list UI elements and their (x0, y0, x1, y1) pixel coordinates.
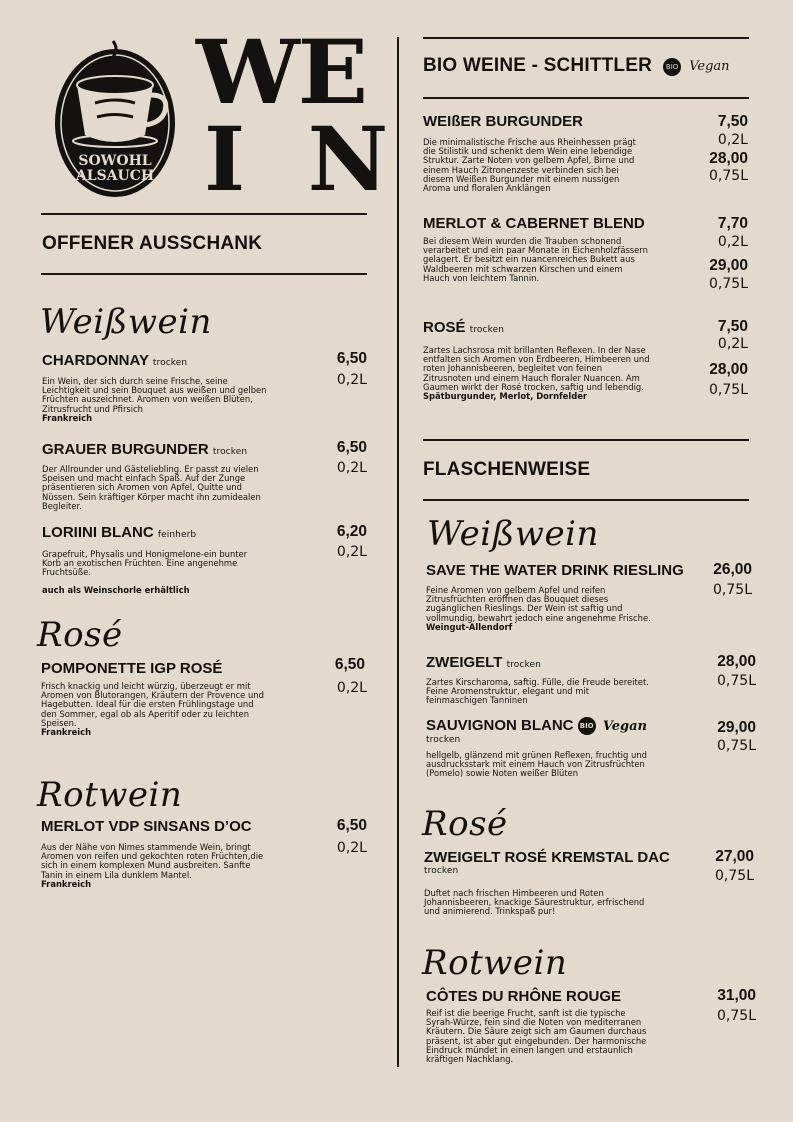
wine-item (426, 717, 706, 779)
wine-name: LORIINI BLANC (42, 524, 154, 541)
logo-text: SOWOHL (78, 153, 152, 169)
wine-style: trocken (426, 735, 461, 746)
wine-origin: Frankreich (42, 412, 93, 423)
wine-volume-bottle: 0,75L (709, 276, 748, 292)
wine-volume: 0,75L (717, 673, 756, 689)
wine-volume: 0,75L (717, 1008, 756, 1024)
wine-name: CÔTES DU RHÔNE ROUGE (426, 988, 622, 1005)
wine-volume: 0,2L (336, 372, 367, 388)
wine-name: MERLOT VDP SINSANS D’OC (41, 818, 252, 835)
bio-badge-icon: BIO (663, 58, 681, 76)
coffee-cup-logo-icon (53, 37, 177, 200)
script-heading-weisswein: Weißwein (40, 302, 212, 342)
wine-origin: Frankreich (41, 878, 92, 889)
winery: Weingut-Allendorf (426, 621, 513, 632)
section-title-offener-ausschank: OFFENER AUSSCHANK (42, 233, 263, 254)
wine-volume: 0,75L (715, 868, 754, 884)
script-heading-rotwein: Rotwein (422, 943, 568, 983)
wine-price: 31,00 (717, 987, 756, 1004)
column-divider (397, 37, 399, 1067)
wine-item (423, 113, 703, 193)
wine-volume: 0,2L (336, 840, 367, 856)
wine-volume: 0,2L (336, 680, 367, 696)
wine-price: 6,50 (336, 817, 367, 834)
wine-volume: 0,75L (717, 738, 756, 754)
bio-badge-icon: BIO (578, 717, 596, 735)
wine-volume: 0,75L (713, 582, 752, 598)
wine-item (426, 988, 706, 1064)
wine-name: GRAUER BURGUNDER (42, 441, 209, 458)
wine-price-bottle: 29,00 (709, 257, 748, 274)
brand-logo (53, 37, 177, 200)
wine-style: trocken (469, 325, 505, 335)
wine-volume-glass: 0,2L (717, 234, 748, 250)
wine-price: 6,50 (334, 656, 365, 673)
wine-item (423, 319, 703, 401)
wine-volume: 0,2L (336, 460, 367, 476)
wine-description: Grapefruit, Physalis und Honigmelone-ein bunter Korb an exotischen Früchten. Eine angenehme Fruchtsüße. (42, 549, 248, 578)
wine-price: 29,00 (717, 719, 756, 736)
wine-price-bottle: 28,00 (709, 361, 748, 378)
wine-name: ZWEIGELT ROSÉ KREMSTAL DAC (424, 849, 670, 866)
section-title-flaschenweise: FLASCHENWEISE (423, 459, 591, 480)
wine-price: 27,00 (715, 848, 754, 865)
wine-description: Zartes Kirscharoma, saftig. Fülle, die Freude bereitet. Feine Aromenstruktur, elegant und mit feinmaschigen Tanninen (426, 677, 649, 706)
divider (423, 37, 749, 39)
wine-description: Die minimalistische Frische aus Rheinhessen prägt die Stilistik und schenkt dem Wein eine lebendige Struktur. Zarte Noten von gelbem Apfel, Birne und einem Hauch Zitronenzeste verbinden sich bei diesem Weißen Burgunder mit einem nussigen Aroma und floralen Anklängen (423, 137, 636, 194)
script-heading-rotwein: Rotwein (37, 775, 183, 815)
wine-description: Reif ist die beerige Frucht, sanft ist die typische Syrah-Würze, fein sind die Noten von mediterranen Kräutern. Die Säure zeigt sich am Gaumen durchaus präsent, ist aber gut eingebunden. Der harmonische Eindruck mündet in einen langen und erstaunlich kräftigen Nachklang. (426, 1008, 647, 1065)
wine-name: CHARDONNAY (42, 352, 149, 369)
wine-description: hellgelb, glänzend mit grünen Reflexen, fruchtig und ausdrucksstark mit einem Hauch von Zitrusfrüchten (Pomelo) sowie Noten weißer Blüten (426, 750, 647, 779)
wine-item (426, 562, 716, 632)
wine-description: Zartes Lachsrosa mit brillanten Reflexen. In der Nase entfalten sich Aromen von Erdbeeren, Himbeeren und roten Johannisbeeren, begleitet von feinen Zitrusnoten und einem Hauch floraler Nuancen. Am Gaumen wirkt der Rosé trocken, saftig und lebendig. (423, 345, 650, 392)
wine-item (426, 654, 706, 706)
wine-description: Ein Wein, der sich durch seine Frische, seine Leichtigkeit und sein Bouquet aus weißen und gelben Früchten auszeichnet. Aromen von weißen Blüten, Zitrusfrucht und Pfirsich (42, 376, 267, 414)
wein-title-we: WE (196, 20, 367, 124)
wine-style: trocken (152, 358, 188, 368)
wine-name: ROSÉ (423, 319, 466, 336)
wine-origin: Frankreich (41, 727, 92, 738)
vegan-label: Vegan (689, 59, 730, 74)
divider (423, 439, 749, 441)
wine-style: trocken (424, 866, 459, 876)
wine-description: Aus der Nähe von Nimes stammende Wein, bringt Aromen von reifen und gekochten roten Früchten,die sich in einem komplexen Mund ausbreiten. Sanfte Tanin in einem Lila dunklem Mantel. (41, 842, 264, 880)
wine-style: trocken (212, 447, 248, 457)
wine-volume: 0,2L (336, 544, 367, 560)
wine-style: trocken (506, 660, 541, 670)
wine-note: auch als Weinschorle erhältlich (42, 584, 190, 595)
bio-heading (423, 55, 730, 77)
wine-price-glass: 7,70 (717, 215, 748, 232)
wine-description: Frisch knackig und leicht würzig, überzeugt er mit Aromen von Blutorangen, Kräutern der Provence und Hagebutten. Ideal für die ersten Frühlingstage und den Sommer, egal ob als Aperitif oder zu leichten Speisen. (41, 681, 264, 728)
script-heading-rose: Rosé (37, 615, 123, 655)
wine-name: ZWEIGELT (426, 654, 503, 671)
script-heading-weisswein: Weißwein (427, 514, 599, 554)
wine-price: 26,00 (713, 561, 752, 578)
grape-varieties: Spätburgunder, Merlot, Dornfelder (423, 391, 588, 402)
section-title-bio-weine: BIO WEINE - SCHITTLER (423, 55, 653, 76)
wine-volume-glass: 0,2L (717, 132, 748, 148)
wine-price: 6,20 (336, 523, 367, 540)
wine-price: 6,50 (336, 350, 367, 367)
svg-text:ALSAUCH: ALSAUCH (75, 168, 155, 184)
wine-volume-bottle: 0,75L (709, 168, 748, 184)
wine-name: SAUVIGNON BLANC (426, 717, 574, 734)
wine-description: Bei diesem Wein wurden die Trauben schonend verarbeitet und ein paar Monate in Eichenholzfässern gelagert. Er besitzt ein nuancenreiches Bukett aus Waldbeeren mit schwarzen Kirschen und einem Hauch von leichtem Tannin. (423, 236, 648, 283)
wine-price: 6,50 (336, 439, 367, 456)
script-heading-rose: Rosé (422, 804, 508, 844)
divider (41, 213, 367, 215)
wine-description: Der Allrounder und Gästeliebling. Er passt zu vielen Speisen und macht einfach Spaß. Auf der Zunge präsentieren sich Aromen von Apfel, Quitte und Nüssen. Sein kräftiger Körper macht ihn zumidealen Begleiter. (42, 464, 261, 511)
wine-volume-bottle: 0,75L (709, 382, 748, 398)
divider (423, 97, 749, 99)
divider (41, 273, 367, 275)
wine-price-glass: 7,50 (717, 318, 748, 335)
divider (423, 499, 749, 501)
wine-item (424, 849, 714, 917)
wine-price: 28,00 (717, 653, 756, 670)
wine-style: feinherb (157, 530, 197, 540)
wine-name: WEIßER BURGUNDER (423, 113, 583, 130)
wine-item (423, 215, 703, 283)
wine-name: SAVE THE WATER DRINK RIESLING (426, 562, 684, 579)
wine-volume-glass: 0,2L (717, 336, 748, 352)
wine-price-bottle: 28,00 (709, 150, 748, 167)
vegan-label: Vegan (602, 718, 647, 734)
wine-name: POMPONETTE IGP ROSÉ (41, 660, 223, 677)
wein-title-in: I N (204, 107, 391, 211)
wine-price-glass: 7,50 (717, 113, 748, 130)
wine-description: Duftet nach frischen Himbeeren und Roten Johannisbeeren, knackige Säurestruktur, erfrischend und animierend. Trinkspaß pur! (424, 888, 645, 917)
wine-name: MERLOT & CABERNET BLEND (423, 215, 645, 232)
wine-description: Feine Aromen von gelbem Apfel und reifen Zitrusfrüchten eröffnen das Bouquet dieses zugänglichen Rieslings. Der Wein ist saftig und vollmundig, bewahrt jedoch eine angenehme Frische. (426, 585, 651, 623)
